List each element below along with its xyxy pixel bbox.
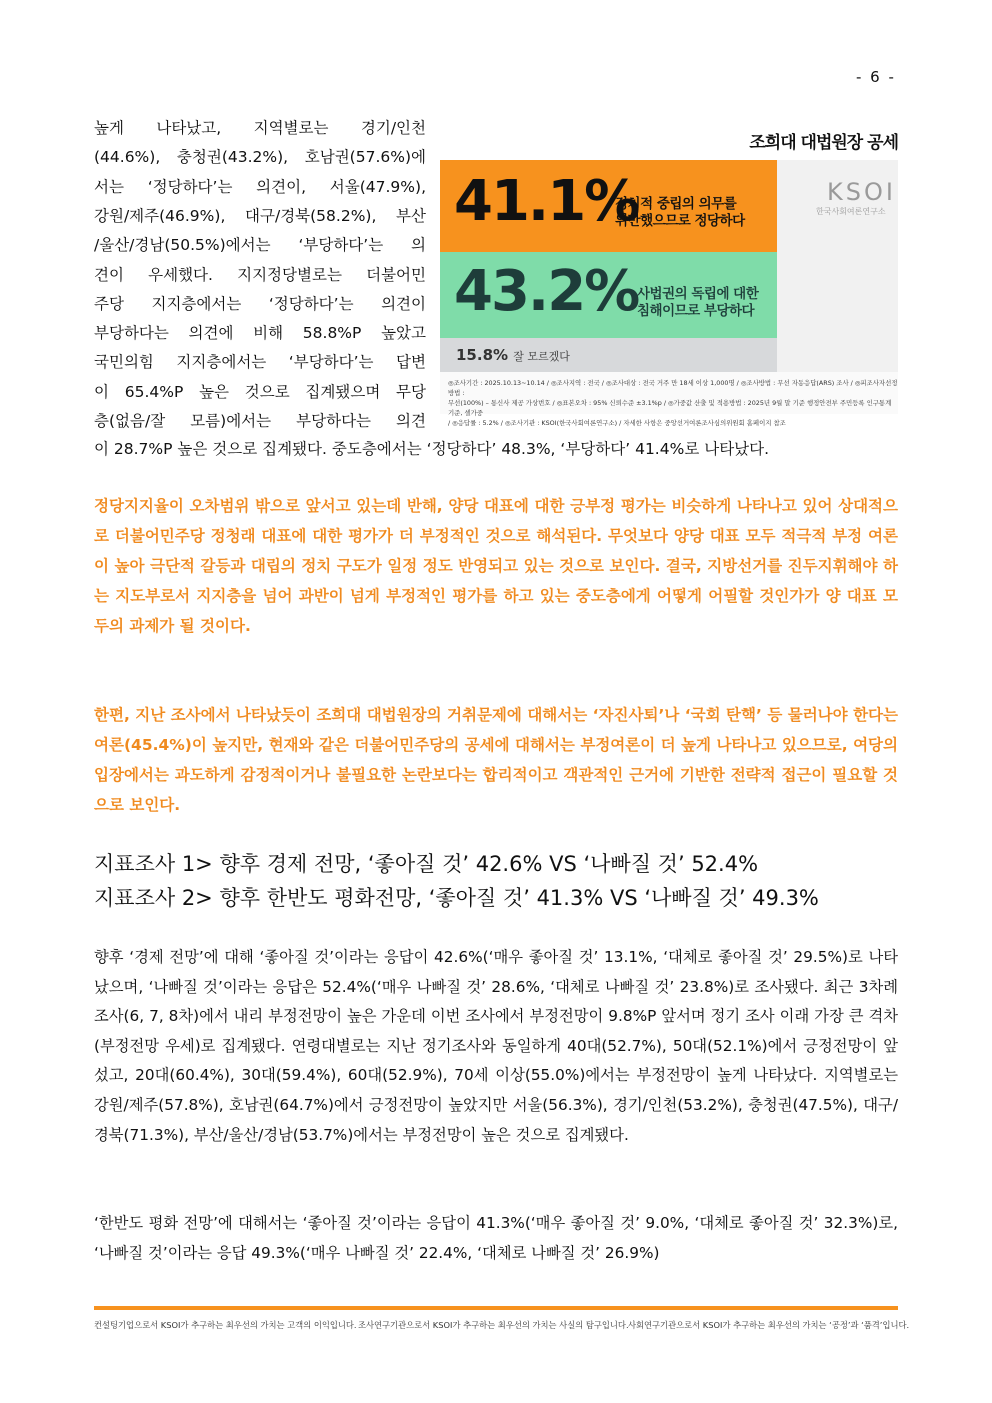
footer-text-left: 컨설팅기업으로서 KSOI가 추구하는 최우선의 가치는 고객의 이익입니다. xyxy=(94,1320,357,1330)
intro-full-line: 이 28.7%P 높은 것으로 집계됐다. 중도층에서는 ‘정당하다’ 48.3%, ‘부당하다’ 41.4%로 나타났다. xyxy=(94,440,770,458)
footer-rule xyxy=(94,1306,898,1310)
intro-line: /울산/경남(50.5%)에서는 ‘부당하다’는 의 xyxy=(94,236,426,255)
intro-line: 층(없음/잘 모름)에서는 부당하다는 의견 xyxy=(94,412,426,430)
intro-line: 이 65.4%P 높은 것으로 집계됐으며 무당 xyxy=(94,382,426,401)
justified-percent: 41.1% xyxy=(454,169,639,234)
analysis-paragraph-2: 한편, 지난 조사에서 나타났듯이 조희대 대법원장의 거취문제에 대해서는 ‘자진사퇴’나 ‘국회 탄핵’ 등 물러나야 한다는 여론(45.4%)이 높지만, 현재와 같은 더불어민주당의 공세에 대해서는 부정여론이 더 높게 나타나고 있으므로, 여당의 입장에서는 과도하게 감정적이거나 불필요한 논란보다는 합리적이고 객관적인 근거에 기반한 전략적 접근이 필요할 것으로 보인다. xyxy=(94,706,898,814)
economy-outlook-paragraph: 향후 ‘경제 전망’에 대해 ‘좋아질 것’이라는 응답이 42.6%(‘매우 좋아질 것’ 13.1%, ‘대체로 좋아질 것’ 29.5%)로 나타났으며, ‘나빠질 것’이라는 응답은 52.4%(‘매우 나빠질 것’ 28.6%, ‘대체로 나빠질 것’ 23.8%)로 조사됐다. 최근 3차례 조사(6, 7, 8차)에서 내리 부정전망이 높은 가운데 이번 조사에서 부정전망이 9.8%P 앞서며 정기 조사 이래 가장 큰 격차(부정전망 우세)로 집계됐다. 연령대별로는 지난 정기조사와 동일하게 40대(52.7%), 50대(52.1%)에서 긍정전망이 앞섰고, 20대(60.4%), 30대(59.4%), 60대(52.9%), 70세 이상(55.0%)에서는 부정전망이 높게 나타났다. 지역별로는 강원/제주(57.8%), 호남권(64.7%)에서 긍정전망이 높았지만 서울(56.3%), 경기/인천(53.2%), 충청권(47.5%), 대구/경북(71.3%), 부산/울산/경남(53.7%)에서는 부정전망이 높은 것으로 집계됐다. xyxy=(94,948,898,1144)
peace-outlook-paragraph: ‘한반도 평화 전망’에 대해서는 ‘좋아질 것’이라는 응답이 41.3%(‘매우 좋아질 것’ 9.0%, ‘대체로 좋아질 것’ 32.3%)로, ‘나빠질 것’이라는 응답 49.3%(‘매우 나빠질 것’ 22.4%, ‘대체로 나빠질 것’ 26.9%) xyxy=(94,1214,898,1262)
ksoi-logo: KSOI xyxy=(827,178,896,206)
intro-line: (44.6%), 충청권(43.2%), 호남권(57.6%)에 xyxy=(94,148,426,167)
intro-line: 주당 지지층에서는 ‘정당하다’는 의견이 xyxy=(94,294,426,313)
poll-infographic xyxy=(440,120,898,427)
intro-line: 서는 ‘정당하다’는 의견이, 서울(47.9%), xyxy=(94,177,426,196)
footer-text-middle: 조사연구기관으로서 KSOI가 추구하는 최우선의 가치는 사실의 탐구입니다. xyxy=(358,1320,629,1330)
page-number: - 6 - xyxy=(856,68,896,86)
survey-fine-print: ◎조사기간 : 2025.10.13~10.14 / ◎조사지역 : 전국 / ◎조사대상 : 전국 거주 만 18세 이상 1,000명 / ◎조사방법 : 무선 자동응답(ARS) 조사 / ◎피조사자선정방법 : 무선(100%) – 통신사 제공 가상번호 / ◎표본오차 : 95% 신뢰수준 ±3.1%p / ◎가중값 산출 및 적용방법 : 2025년 9월 말 기준 행정안전부 주민등록 인구통계 기준, 셀가중 / ◎응답률 : 5.2% / ◎조사기관 : KSOI(한국사회여론연구소) / 자세한 사항은 중앙선거여론조사심의위원회 홈페이지 참조 xyxy=(448,379,898,427)
survey-heading-2: 지표조사 2> 향후 한반도 평화전망, ‘좋아질 것’ 41.3% VS ‘나빠질 것’ 49.3% xyxy=(94,886,819,910)
dont-know-item: 15.8% 잘 모르겠다 xyxy=(456,346,570,364)
analysis-paragraph-1: 정당지지율이 오차범위 밖으로 앞서고 있는데 반해, 양당 대표에 대한 긍부정 평가는 비슷하게 나타나고 있어 상대적으로 더불어민주당 정청래 대표에 대한 평가가 더 부정적인 것으로 해석된다. 무엇보다 양당 대표 모두 적극적 부정 여론이 높아 극단적 갈등과 대립의 정치 구도가 일정 정도 반영되고 있는 것으로 보인다. 결국, 지방선거를 진두지휘해야 하는 지도부로서 지지층을 넘어 과반이 넘게 부정적인 평가를 하고 있는 중도층에게 어떻게 어필할 것인가가 양 대표 모두의 과제가 될 것이다. xyxy=(94,497,898,635)
survey-heading-1: 지표조사 1> 향후 경제 전망, ‘좋아질 것’ 42.6% VS ‘나빠질 것’ 52.4% xyxy=(94,852,759,876)
footer-text-right: 사회연구기관으로서 KSOI가 추구하는 최우선의 가치는 ‘공정’과 ‘품격’입니다. xyxy=(628,1320,910,1330)
intro-line: 강원/제주(46.9%), 대구/경북(58.2%), 부산 xyxy=(94,206,426,225)
intro-line: 부당하다는 의견에 비해 58.8%P 높았고 xyxy=(94,324,426,343)
unjustified-percent: 43.2% xyxy=(454,259,639,324)
intro-line: 견이 우세했다. 지지정당별로는 더불어민 xyxy=(94,265,426,284)
justified-description: 정치적 중립의 의무를 위반했으므로 정당하다 xyxy=(615,196,745,229)
infographic-title: 조희대 대법원장 공세 xyxy=(749,133,898,153)
intro-line: 높게 나타났고, 지역별로는 경기/인천 xyxy=(94,119,426,137)
intro-line: 국민의힘 지지층에서는 ‘부당하다’는 답변 xyxy=(94,353,426,372)
ksoi-logo-subtitle: 한국사회여론연구소 xyxy=(816,207,886,216)
unjustified-description: 사법권의 독립에 대한 침해이므로 부당하다 xyxy=(637,286,759,319)
